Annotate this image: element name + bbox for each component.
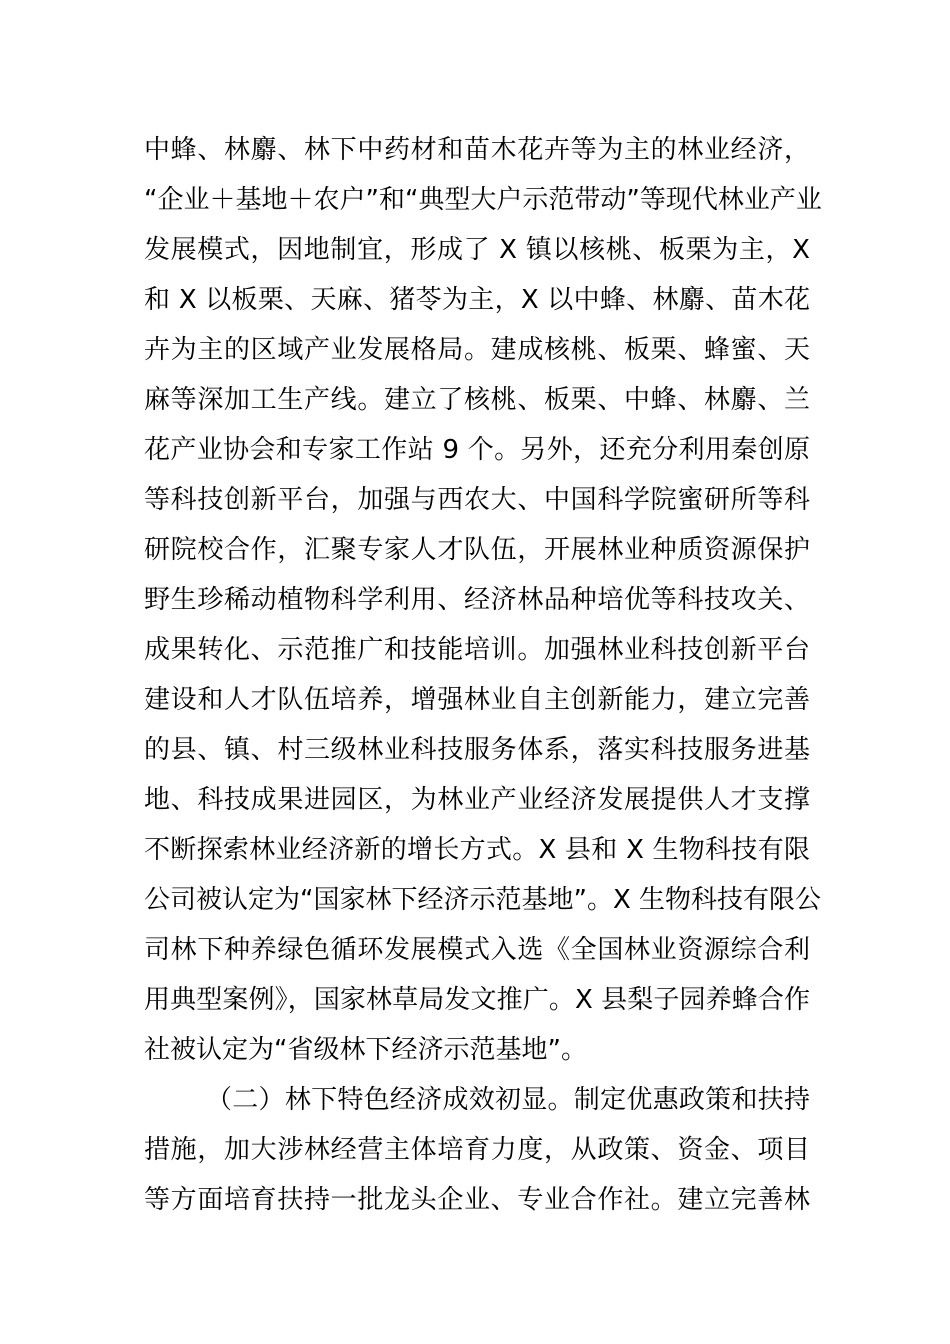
- text-line: 司林下种养绿色循环发展模式入选《全国林业资源综合利: [144, 935, 810, 965]
- text-line: 等方面培育扶持一批龙头企业、专业合作社。建立完善林: [144, 1185, 810, 1215]
- text-line: 成果转化、示范推广和技能培训。加强林业科技创新平台: [144, 635, 810, 665]
- text-line: 不断探索林业经济新的增长方式。X 县和 X 生物科技有限: [144, 835, 810, 865]
- text-line: 地、科技成果进园区，为林业产业经济发展提供人才支撑: [144, 785, 810, 815]
- text-line: 用典型案例》，国家林草局发文推广。X 县梨子园养蜂合作: [144, 985, 810, 1015]
- text-line: 花产业协会和专家工作站 9 个。另外，还充分利用秦创原: [144, 435, 810, 465]
- section-heading-line: （二）林下特色经济成效初显。制定优惠政策和扶持: [206, 1085, 810, 1115]
- body-text: [144, 125, 822, 1225]
- text-line: 研院校合作，汇聚专家人才队伍，开展林业种质资源保护: [144, 535, 810, 565]
- text-line: 麻等深加工生产线。建立了核桃、板栗、中蜂、林麝、兰: [144, 385, 810, 415]
- text-line: 建设和人才队伍培养，增强林业自主创新能力，建立完善: [144, 685, 810, 715]
- text-line: 中蜂、林麝、林下中药材和苗木花卉等为主的林业经济，: [144, 135, 810, 165]
- text-line: 发展模式，因地制宜，形成了 X 镇以核桃、板栗为主，X: [144, 235, 810, 265]
- text-line: 等科技创新平台，加强与西农大、中国科学院蜜研所等科: [144, 485, 810, 515]
- text-line: 和 X 以板栗、天麻、猪苓为主，X 以中蜂、林麝、苗木花: [144, 285, 810, 315]
- text-line: 野生珍稀动植物科学利用、经济林品种培优等科技攻关、: [144, 585, 810, 615]
- text-line: 公司被认定为“国家林下经济示范基地”。X 生物科技有限公: [144, 885, 822, 915]
- paragraph-end-line: 社被认定为“省级林下经济示范基地”。: [144, 1035, 587, 1065]
- text-line: 措施，加大涉林经营主体培育力度，从政策、资金、项目: [144, 1135, 810, 1165]
- text-line: 的县、镇、村三级林业科技服务体系，落实科技服务进基: [144, 735, 810, 765]
- text-line: 卉为主的区域产业发展格局。建成核桃、板栗、蜂蜜、天: [144, 335, 810, 365]
- text-line: “企业＋基地＋农户”和“典型大户示范带动”等现代林业产业: [144, 185, 822, 215]
